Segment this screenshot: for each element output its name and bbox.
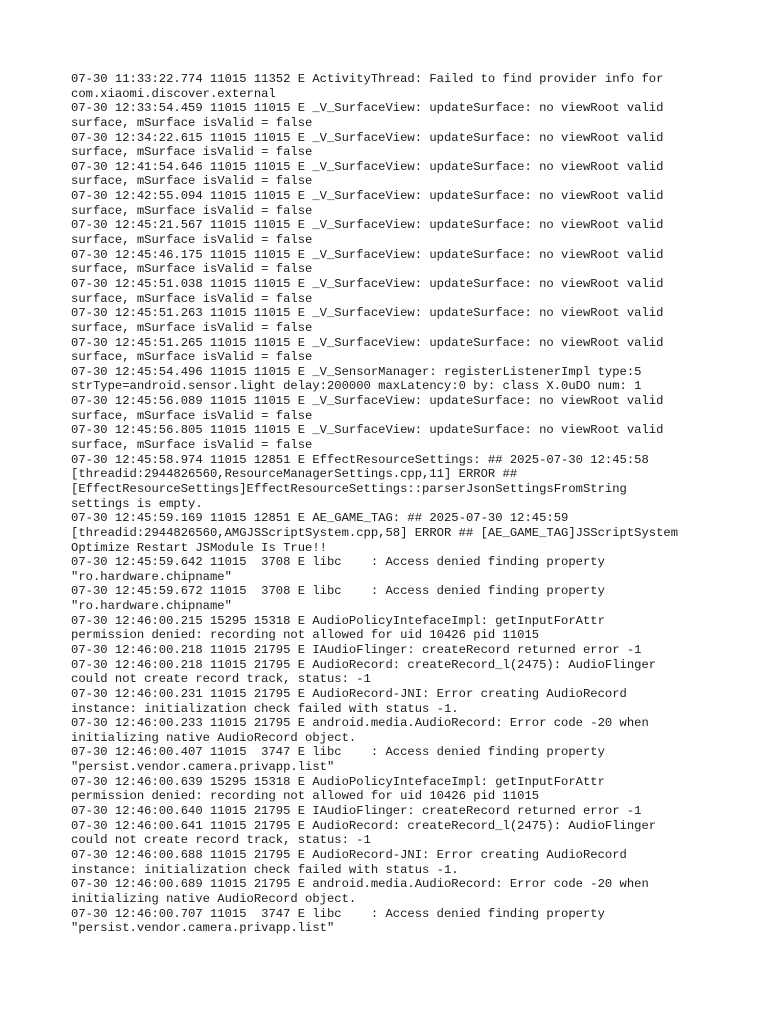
log-line: settings is empty. [71,496,203,511]
log-line: 07-30 12:45:58.974 11015 12851 E EffectResourceSettings: ## 2025-07-30 12:45:58 [71,452,649,467]
log-line: strType=android.sensor.light delay:200000 maxLatency:0 by: class X.0uDO num: 1 [71,379,642,394]
log-line: Optimize Restart JSModule Is True!! [71,540,327,555]
log-line: 07-30 12:46:00.218 11015 21795 E IAudioFlinger: createRecord returned error -1 [71,642,642,657]
log-line: surface, mSurface isValid = false [71,262,313,277]
log-line: could not create record track, status: -1 [71,833,371,848]
log-line: 07-30 12:46:00.233 11015 21795 E android.media.AudioRecord: Error code -20 when [71,716,649,731]
log-line: 07-30 12:45:59.169 11015 12851 E AE_GAME_TAG: ## 2025-07-30 12:45:59 [71,511,569,526]
log-line: 07-30 12:45:56.089 11015 11015 E _V_SurfaceView: updateSurface: no viewRoot valid [71,394,664,409]
log-line: 07-30 12:46:00.688 11015 21795 E AudioRecord-JNI: Error creating AudioRecord [71,847,627,862]
log-line: 07-30 12:45:59.642 11015 3708 E libc : Access denied finding property [71,555,605,570]
log-line: 07-30 12:33:54.459 11015 11015 E _V_SurfaceView: updateSurface: no viewRoot valid [71,101,664,116]
log-line: initializing native AudioRecord object. [71,730,357,745]
log-line: surface, mSurface isValid = false [71,291,313,306]
log-line: 07-30 12:46:00.218 11015 21795 E AudioRecord: createRecord_l(2475): AudioFlinger [71,657,657,672]
log-line: could not create record track, status: -1 [71,672,371,687]
log-line: 07-30 12:45:51.263 11015 11015 E _V_SurfaceView: updateSurface: no viewRoot valid [71,306,664,321]
log-line: "ro.hardware.chipname" [71,599,232,614]
log-line: "persist.vendor.camera.privapp.list" [71,921,335,936]
log-line: initializing native AudioRecord object. [71,891,357,906]
log-line: 07-30 12:45:54.496 11015 11015 E _V_SensorManager: registerListenerImpl type:5 [71,364,642,379]
log-line: com.xiaomi.discover.external [71,86,276,101]
log-line: 07-30 12:46:00.231 11015 21795 E AudioRecord-JNI: Error creating AudioRecord [71,686,627,701]
log-line: surface, mSurface isValid = false [71,320,313,335]
log-line: 07-30 12:45:21.567 11015 11015 E _V_SurfaceView: updateSurface: no viewRoot valid [71,218,664,233]
log-line: 07-30 12:45:56.805 11015 11015 E _V_SurfaceView: updateSurface: no viewRoot valid [71,423,664,438]
log-line: 07-30 12:42:55.094 11015 11015 E _V_SurfaceView: updateSurface: no viewRoot valid [71,189,664,204]
log-line: instance: initialization check failed with status -1. [71,701,459,716]
log-line: [threadid:2944826560,AMGJSScriptSystem.cpp,58] ERROR ## [AE_GAME_TAG]JSScriptSystem [71,525,679,540]
log-line: 07-30 12:46:00.639 15295 15318 E AudioPolicyIntefaceImpl: getInputForAttr [71,774,605,789]
log-line: 07-30 12:45:46.175 11015 11015 E _V_SurfaceView: updateSurface: no viewRoot valid [71,247,664,262]
log-line: 07-30 12:45:51.038 11015 11015 E _V_SurfaceView: updateSurface: no viewRoot valid [71,276,664,291]
log-line: "ro.hardware.chipname" [71,569,232,584]
log-line: surface, mSurface isValid = false [71,233,313,248]
log-line: 07-30 12:41:54.646 11015 11015 E _V_SurfaceView: updateSurface: no viewRoot valid [71,159,664,174]
log-line: permission denied: recording not allowed for uid 10426 pid 11015 [71,628,540,643]
log-line: surface, mSurface isValid = false [71,408,313,423]
log-text-block [71,72,711,936]
log-line: surface, mSurface isValid = false [71,174,313,189]
log-line: [EffectResourceSettings]EffectResourceSettings::parserJsonSettingsFromString [71,481,627,496]
log-line: surface, mSurface isValid = false [71,438,313,453]
log-line: 07-30 12:46:00.707 11015 3747 E libc : Access denied finding property [71,906,605,921]
log-line: 07-30 12:46:00.640 11015 21795 E IAudioFlinger: createRecord returned error -1 [71,804,642,819]
log-line: 07-30 12:46:00.641 11015 21795 E AudioRecord: createRecord_l(2475): AudioFlinger [71,818,657,833]
log-line: instance: initialization check failed with status -1. [71,862,459,877]
log-line: surface, mSurface isValid = false [71,115,313,130]
log-line: "persist.vendor.camera.privapp.list" [71,760,335,775]
log-line: 07-30 11:33:22.774 11015 11352 E ActivityThread: Failed to find provider info for [71,72,664,86]
log-line: 07-30 12:45:59.672 11015 3708 E libc : Access denied finding property [71,584,605,599]
log-line: surface, mSurface isValid = false [71,145,313,160]
log-line: surface, mSurface isValid = false [71,203,313,218]
log-line: 07-30 12:46:00.689 11015 21795 E android.media.AudioRecord: Error code -20 when [71,877,649,892]
log-line: [threadid:2944826560,ResourceManagerSettings.cpp,11] ERROR ## [71,467,518,482]
log-line: permission denied: recording not allowed for uid 10426 pid 11015 [71,789,540,804]
log-line: 07-30 12:46:00.215 15295 15318 E AudioPolicyIntefaceImpl: getInputForAttr [71,613,605,628]
log-line: 07-30 12:34:22.615 11015 11015 E _V_SurfaceView: updateSurface: no viewRoot valid [71,130,664,145]
log-line: 07-30 12:46:00.407 11015 3747 E libc : Access denied finding property [71,745,605,760]
log-line: surface, mSurface isValid = false [71,350,313,365]
log-line: 07-30 12:45:51.265 11015 11015 E _V_SurfaceView: updateSurface: no viewRoot valid [71,335,664,350]
